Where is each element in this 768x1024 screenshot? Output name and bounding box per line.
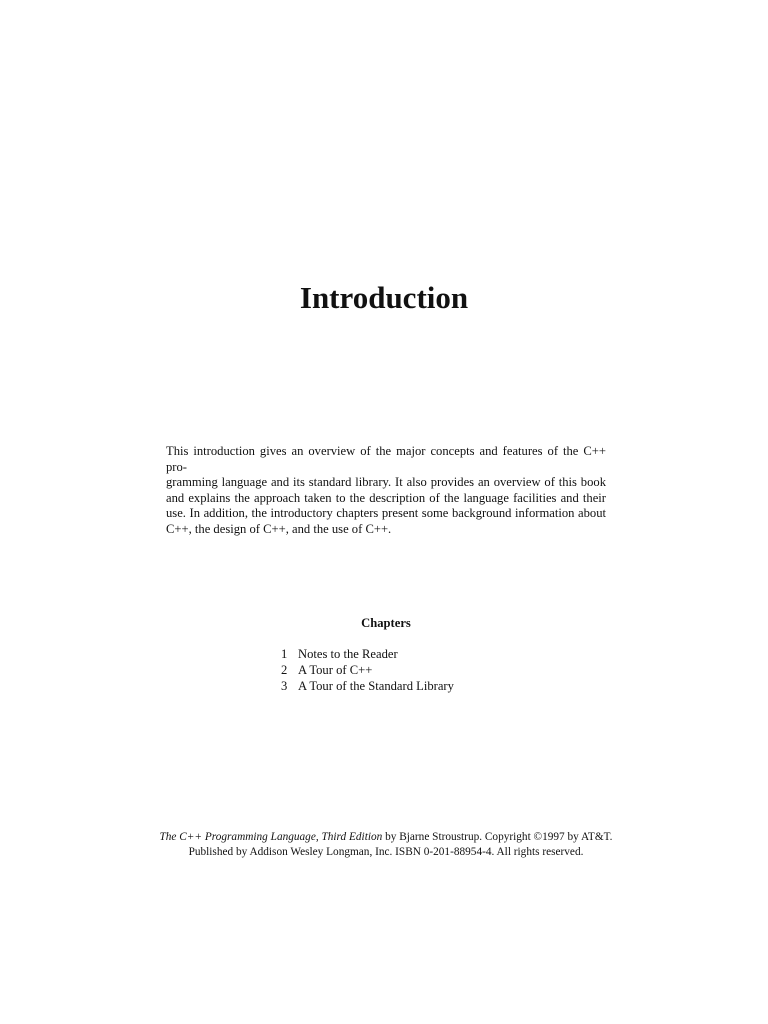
book-title: The C++ Programming Language, Third Edition bbox=[159, 831, 383, 843]
copyright-text: by Bjarne Stroustrup. Copyright ©1997 by AT&T. bbox=[382, 831, 613, 843]
chapters-heading: Chapters bbox=[361, 616, 411, 630]
publisher-line: Published by Addison Wesley Longman, Inc. ISBN 0-201-88954-4. All rights reserved. bbox=[188, 846, 584, 858]
chapter-title: Notes to the Reader bbox=[298, 647, 398, 661]
chapter-list bbox=[281, 647, 454, 694]
chapter-item bbox=[281, 679, 454, 695]
introduction-abstract bbox=[166, 444, 606, 537]
chapter-item bbox=[281, 663, 454, 679]
footer-line-1 bbox=[0, 830, 768, 845]
abstract-line: gramming language and its standard library. It also provides an overview of this book bbox=[166, 475, 606, 489]
abstract-line: use. In addition, the introductory chapters present some background information about bbox=[166, 506, 606, 520]
chapter-number: 1 bbox=[281, 647, 288, 661]
copyright-footer bbox=[0, 830, 768, 860]
chapter-item bbox=[281, 647, 454, 663]
chapter-number: 3 bbox=[281, 678, 288, 693]
chapter-title: A Tour of the Standard Library bbox=[298, 678, 454, 693]
chapter-title: A Tour of C++ bbox=[298, 662, 373, 677]
abstract-line: This introduction gives an overview of the major concepts and features of the C++ pro- bbox=[166, 444, 606, 474]
abstract-line: and explains the approach taken to the description of the language facilities and their bbox=[166, 490, 606, 505]
abstract-line: C++, the design of C++, and the use of C++. bbox=[166, 521, 392, 536]
page-title: Introduction bbox=[299, 280, 469, 315]
chapter-number: 2 bbox=[281, 662, 288, 677]
